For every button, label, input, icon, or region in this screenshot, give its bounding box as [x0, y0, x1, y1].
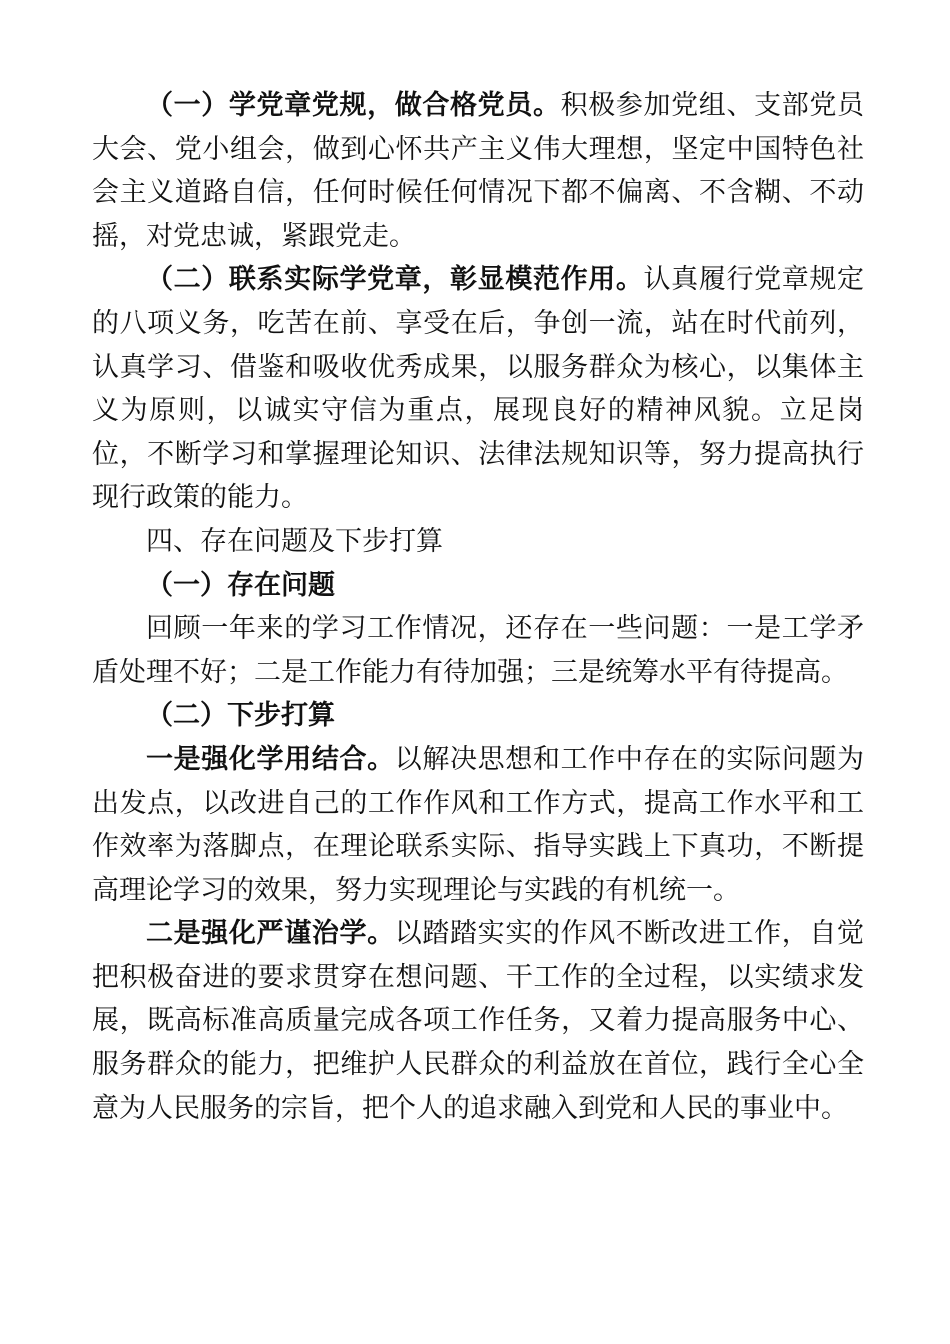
section-heading-1: （一）学党章党规，做合格党员。 — [146, 90, 561, 121]
section-heading-2: （二）联系实际学党章，彰显模范作用。 — [146, 264, 644, 296]
problems-text: 回顾一年来的学习工作情况，还存在一些问题：一是工学矛盾处理不好；二是工作能力有待加强；三是统筹水平有待提高。 — [92, 613, 864, 688]
next-step-paragraph-2 — [92, 912, 864, 1130]
next-step-paragraph-1 — [92, 738, 864, 912]
section-text-1: 积极参加党组、支部党员大会、党小组会，做到心怀共产主义伟大理想，坚定中国特色社会主义道路自信，任何时候任何情况下都不偏离、不含糊、不动摇，对党忠诚，紧跟党走。 — [92, 90, 865, 252]
next-steps-heading: （二）下步打算 — [146, 700, 335, 732]
next-step-text-1: 以解决思想和工作中存在的实际问题为出发点，以改进自己的工作作风和工作方式，提高工作水平和工作效率为落脚点，在理论联系实际、指导实践上下真功，不断提高理论学习的效果，努力实现理论与实践的有机统一。 — [92, 743, 865, 906]
section-paragraph-1 — [92, 84, 864, 258]
next-step-text-2: 以踏踏实实的作风不断改进工作，自觉把积极奋进的要求贯穿在想问题、干工作的全过程，以实绩求发展，既高标准高质量完成各项工作任务，又着力提高服务中心、服务群众的能力，把维护人民群众的利益放在首位，践行全心全意为人民服务的宗旨，把个人的追求融入到党和人民的事业中。 — [92, 918, 865, 1124]
part-four-title: 四、存在问题及下步打算 — [146, 525, 443, 557]
document-body — [92, 84, 864, 1130]
section-paragraph-2 — [92, 258, 864, 520]
next-step-lead-1: 一是强化学用结合。 — [146, 743, 395, 775]
section-text-2: 认真履行党章规定的八项义务，吃苦在前、享受在后，争创一流，站在时代前列，认真学习、借鉴和吸收优秀成果，以服务群众为核心，以集体主义为原则，以诚实守信为重点，展现良好的精神风貌。立足岗位，不断学习和掌握理论知识、法律法规知识等，努力提高执行现行政策的能力。 — [92, 264, 865, 514]
next-step-lead-2: 二是强化严谨治学。 — [146, 918, 395, 950]
problems-heading: （一）存在问题 — [146, 569, 335, 601]
